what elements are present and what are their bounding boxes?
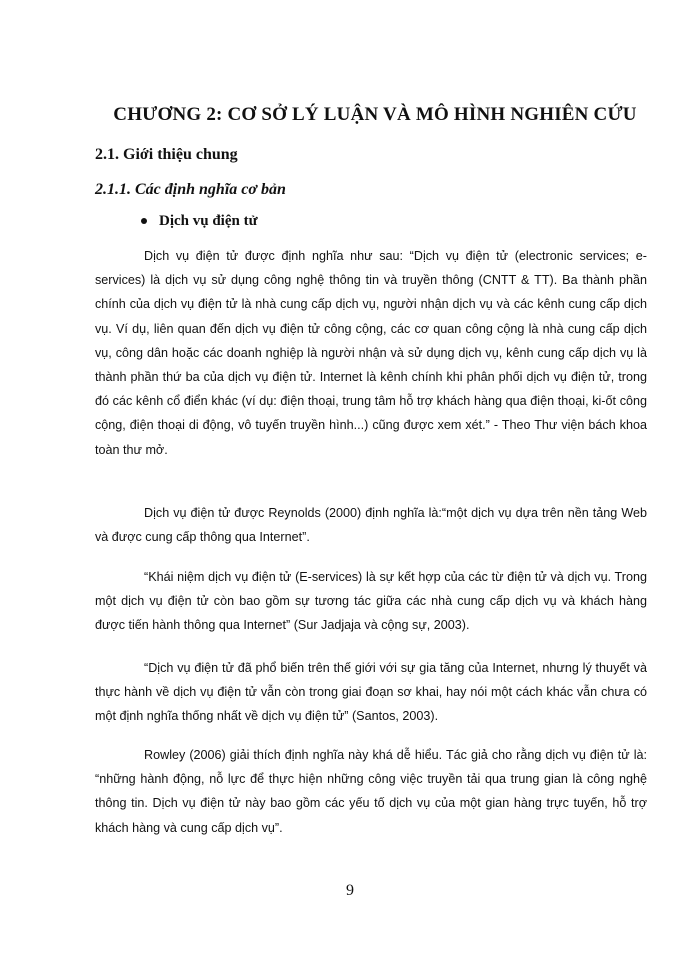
paragraph-santos: “Dịch vụ điện tử đã phổ biến trên thế giới với sự gia tăng của Internet, nhưng lý thuyết và thực hành về dịch vụ điện tử vẫn còn trong giai đoạn sơ khai, hay nói một cách khác vẫn chưa có một định nghĩa thống nhất về dịch vụ điện tử” (Santos, 2003).: [95, 661, 647, 724]
bullet-heading: Dịch vụ điện tử: [159, 213, 258, 229]
subsection-heading: 2.1.1. Các định nghĩa cơ bản: [95, 181, 286, 198]
bullet-dot-icon: [141, 218, 147, 224]
paragraph-rowley: Rowley (2006) giải thích định nghĩa này khá dễ hiểu. Tác giả cho rằng dịch vụ điện tử là: “những hành động, nỗ lực để thực hiện những công việc truyền tải qua trung gian là công nghệ thông tin. Dịch vụ điện tử này bao gồm các yếu tố dịch vụ của một gian hàng trực tuyến, hỗ trợ khách hàng và cung cấp dịch vụ”.: [95, 748, 647, 835]
paragraph-definition-wiki: Dịch vụ điện tử được định nghĩa như sau: “Dịch vụ điện tử (electronic services; e-services) là dịch vụ sử dụng công nghệ thông tin và truyền thông (CNTT & TT). Ba thành phần chính của dịch vụ điện tử là nhà cung cấp dịch vụ, người nhận dịch vụ và các kênh cung cấp dịch vụ. Ví dụ, liên quan đến dịch vụ điện tử công cộng, các cơ quan công cộng là nhà cung cấp dịch vụ, công dân hoặc các doanh nghiệp là người nhận và sử dụng dịch vụ, kênh cung cấp dịch vụ là thành phần thứ ba của dịch vụ điện tử. Internet là kênh chính khi phân phối dịch vụ điện tử, trong đó các kênh cổ điển khác (ví dụ: điện thoại, trung tâm hỗ trợ khách hàng qua điện thoại, ki-ốt công cộng, điện thoại di động, vô tuyến truyền hình...) cũng được xem xét.” - Theo Thư viện bách khoa toàn thư mở.: [95, 249, 647, 457]
chapter-title: CHƯƠNG 2: CƠ SỞ LÝ LUẬN VÀ MÔ HÌNH NGHIÊN CỨU: [113, 104, 637, 125]
page-number: 9: [346, 882, 354, 899]
paragraph-reynolds: Dịch vụ điện tử được Reynolds (2000) định nghĩa là:“một dịch vụ dựa trên nền tảng Web và được cung cấp thông qua Internet”.: [95, 506, 647, 545]
paragraph-sur-jadjaja: “Khái niệm dịch vụ điện tử (E-services) là sự kết hợp của các từ điện tử và dịch vụ. Trong một dịch vụ điện tử còn bao gồm sự tương tác giữa các nhà cung cấp dịch vụ và khách hàng được tiến hành thông qua Internet” (Sur Jadjaja và cộng sự, 2003).: [95, 570, 647, 633]
bullet-item: [141, 213, 258, 230]
section-heading: 2.1. Giới thiệu chung: [95, 146, 238, 163]
